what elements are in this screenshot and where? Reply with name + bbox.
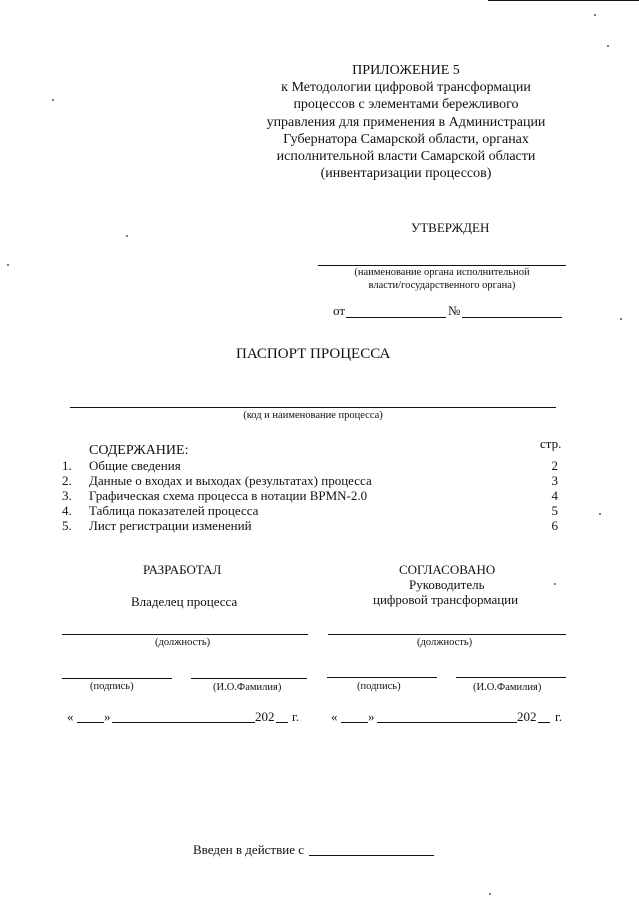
scan-speck: [554, 583, 556, 585]
agreed-heading: СОГЛАСОВАНО: [399, 562, 496, 577]
toc-item-page: 6: [551, 518, 558, 533]
appendix-line: ПРИЛОЖЕНИЕ 5: [352, 63, 460, 78]
developed-name-caption: (И.О.Фамилия): [213, 682, 282, 693]
appendix-line: к Методологии цифровой трансформации: [281, 80, 531, 96]
toc-item-number: 2.: [62, 473, 72, 488]
toc-item-text: Лист регистрации изменений: [89, 518, 252, 533]
developed-day-line: [77, 722, 104, 723]
toc-item-number: 5.: [62, 518, 72, 533]
process-name-line: [70, 407, 556, 408]
number-label: №: [448, 303, 461, 318]
scan-speck: [594, 14, 596, 16]
scan-edge-line: [488, 0, 639, 1]
toc-item: [62, 473, 562, 488]
toc-item-page: 5: [551, 503, 558, 518]
scan-speck: [620, 318, 622, 320]
org-caption-line: (наименование органа исполнительной: [354, 267, 530, 278]
contents-heading: СОДЕРЖАНИЕ:: [89, 443, 189, 458]
appendix-line: процессов с элементами бережливого: [293, 97, 519, 113]
scan-speck: [7, 264, 9, 266]
developed-date-close-quote: »: [104, 709, 111, 724]
number-line: [462, 317, 562, 318]
developed-year-line: [276, 722, 288, 723]
page-column-label: стр.: [540, 436, 562, 451]
toc-item: [62, 458, 562, 473]
toc-item-text: Общие сведения: [89, 458, 181, 473]
agreed-signature-caption: (подпись): [357, 681, 401, 692]
developed-position-caption: (должность): [155, 637, 211, 648]
toc-item-text: Графическая схема процесса в нотации BPMN-2.0: [89, 488, 368, 503]
toc-item-number: 3.: [62, 488, 72, 503]
toc-item-page: 4: [551, 488, 558, 503]
toc-item: [62, 488, 562, 503]
appendix-header: [250, 62, 562, 182]
effective-date-label: Введен в действие с: [193, 842, 304, 857]
appendix-line: исполнительной власти Самарской области: [276, 149, 536, 165]
agreed-date-close-quote: »: [368, 709, 375, 724]
org-caption: [318, 266, 566, 292]
developed-year-suffix: г.: [292, 709, 300, 724]
toc-item-page: 3: [551, 473, 558, 488]
developed-role: Владелец процесса: [131, 594, 238, 609]
org-caption-line: власти/государственного органа): [368, 280, 516, 291]
date-line: [346, 317, 446, 318]
developed-heading: РАЗРАБОТАЛ: [143, 562, 222, 577]
appendix-line: управления для применения в Администрации: [266, 114, 546, 130]
scan-speck: [607, 45, 609, 47]
approved-heading: УТВЕРЖДЕН: [411, 220, 490, 235]
agreed-month-line: [377, 722, 517, 723]
agreed-position-line: [328, 634, 566, 635]
developed-position-line: [62, 634, 308, 635]
toc-item-page: 2: [551, 458, 558, 473]
scan-speck: [489, 893, 491, 895]
agreed-year-line: [538, 722, 550, 723]
toc-item-text: Данные о входах и выходах (результатах) процесса: [89, 473, 372, 488]
toc-item-text: Таблица показателей процесса: [89, 503, 259, 518]
developed-signature-line: [62, 678, 172, 679]
scan-speck: [52, 99, 54, 101]
agreed-role-line: Руководитель: [409, 577, 485, 592]
developed-month-line: [112, 722, 255, 723]
agreed-year-suffix: г.: [555, 709, 563, 724]
agreed-name-caption: (И.О.Фамилия): [473, 682, 542, 693]
agreed-role-line: цифровой трансформации: [373, 592, 519, 607]
appendix-line: (инвентаризации процессов): [320, 166, 492, 182]
developed-date-open-quote: «: [67, 709, 74, 724]
developed-signature-caption: (подпись): [90, 681, 134, 692]
effective-date-line: [309, 855, 434, 856]
agreed-position-caption: (должность): [417, 637, 473, 648]
toc-item: [62, 518, 562, 533]
developed-year: 202: [255, 709, 275, 724]
appendix-line: Губернатора Самарской области, органах: [283, 131, 529, 147]
agreed-year: 202: [517, 709, 537, 724]
passport-title: ПАСПОРТ ПРОЦЕССА: [236, 346, 391, 362]
toc-item-number: 4.: [62, 503, 72, 518]
process-caption: (код и наименование процесса): [243, 410, 383, 421]
agreed-day-line: [341, 722, 368, 723]
agreed-date-open-quote: «: [331, 709, 338, 724]
toc-item: [62, 503, 562, 518]
agreed-signature-line: [327, 677, 437, 678]
agreed-name-line: [456, 677, 566, 678]
scan-speck: [126, 235, 128, 237]
developed-name-line: [191, 678, 307, 679]
from-label: от: [333, 303, 346, 318]
toc-item-number: 1.: [62, 458, 72, 473]
scan-speck: [599, 513, 601, 515]
